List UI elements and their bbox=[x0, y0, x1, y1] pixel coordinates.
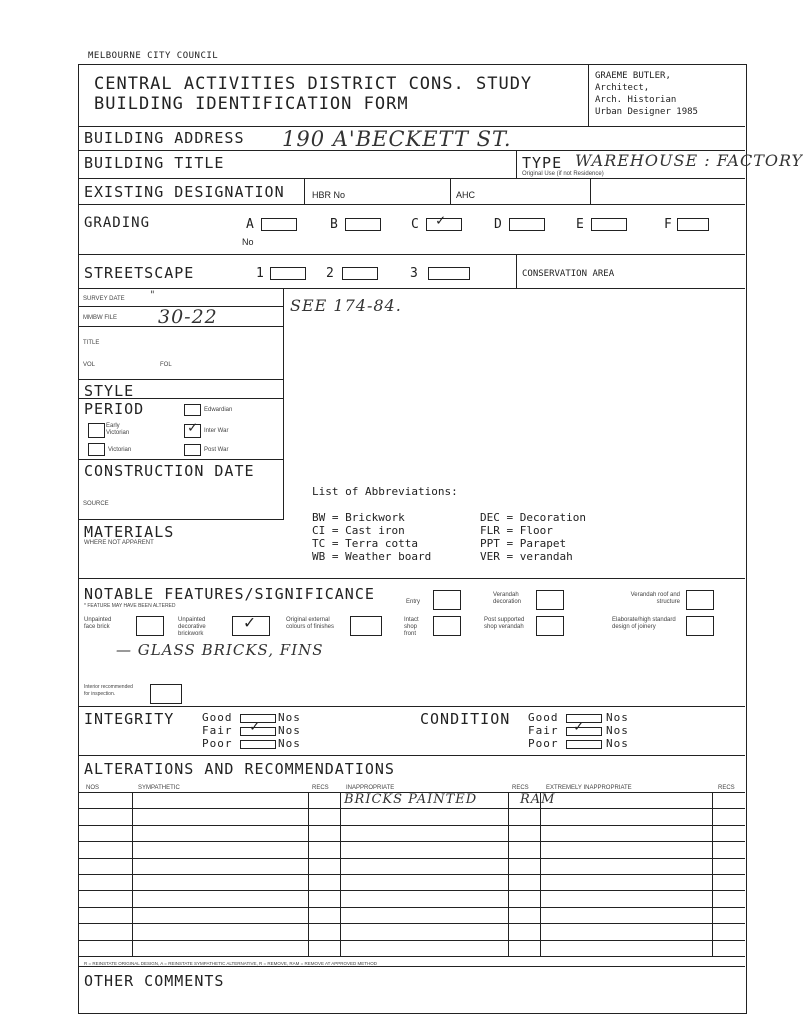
author-line-3: Arch. Historian bbox=[595, 95, 677, 105]
integrity-fair-label: Fair bbox=[202, 724, 233, 737]
streetscape-2-label: 2 bbox=[326, 266, 335, 281]
period-label: PERIOD bbox=[84, 400, 145, 418]
type-subtitle: Original Use (if not Residence) bbox=[522, 171, 604, 177]
streetscape-3-checkbox[interactable] bbox=[428, 267, 470, 280]
post-supported-verandah-checkbox[interactable] bbox=[536, 616, 564, 636]
grid-col-line bbox=[308, 792, 309, 956]
period-inter-war-label: Inter War bbox=[204, 428, 229, 434]
grading-d-label: D bbox=[494, 217, 503, 232]
col-header-nos: NOS bbox=[86, 785, 100, 791]
abbr-left-3: WB = Weather board bbox=[312, 550, 432, 563]
grading-c-label: C bbox=[411, 217, 420, 232]
title-label: TITLE bbox=[83, 340, 100, 346]
grading-no-label: No bbox=[242, 237, 254, 247]
period-early-victorian-label: Early Victorian bbox=[106, 423, 130, 436]
grid-row-line bbox=[78, 907, 745, 908]
condition-label: CONDITION bbox=[420, 710, 511, 728]
entry-checkbox[interactable] bbox=[433, 590, 461, 610]
period-post-war-label: Post War bbox=[204, 447, 229, 453]
materials-sublabel: WHERE NOT APPARENT bbox=[84, 540, 154, 546]
streetscape-label: STREETSCAPE bbox=[84, 264, 195, 282]
grading-e-checkbox[interactable] bbox=[591, 218, 627, 231]
original-colours-label: Original external colours of finishes bbox=[286, 617, 335, 630]
col-header-inappropriate: INAPPROPRIATE bbox=[346, 785, 395, 791]
elaborate-design-label: Elaborate/high standard design of joinery bbox=[612, 617, 676, 630]
period-victorian-label: Victorian bbox=[108, 447, 132, 453]
col-header-recs-1: RECS bbox=[312, 785, 329, 791]
grid-row-line bbox=[78, 792, 745, 793]
building-address-label: BUILDING ADDRESS bbox=[84, 129, 245, 147]
integrity-poor-nos: Nos bbox=[278, 737, 301, 750]
grid-row-line bbox=[78, 940, 745, 941]
grading-d-checkbox[interactable] bbox=[509, 218, 545, 231]
integrity-good-nos: Nos bbox=[278, 711, 301, 724]
entry-label: Entry bbox=[406, 599, 421, 605]
verandah-roof-checkbox[interactable] bbox=[686, 590, 714, 610]
grading-a-label: A bbox=[246, 217, 255, 232]
vol-label: VOL bbox=[83, 362, 96, 368]
form-title-line-2: BUILDING IDENTIFICATION FORM bbox=[94, 94, 409, 114]
type-value[interactable]: WAREHOUSE : FACTORY bbox=[575, 151, 803, 170]
grading-b-label: B bbox=[330, 217, 339, 232]
streetscape-3-label: 3 bbox=[410, 266, 419, 281]
unpainted-decorative-brickwork-checkmark: ✓ bbox=[244, 612, 255, 633]
fol-label: FOL bbox=[160, 362, 172, 368]
grid-row-line bbox=[78, 956, 745, 957]
grading-f-checkbox[interactable] bbox=[677, 218, 709, 231]
col-header-recs-2: RECS bbox=[512, 785, 529, 791]
unpainted-decorative-brickwork-label: Unpainted decorative brickwork bbox=[178, 617, 206, 637]
unpainted-face-brick-checkbox[interactable] bbox=[136, 616, 164, 636]
condition-fair-checkmark: ✓ bbox=[574, 717, 584, 735]
streetscape-1-label: 1 bbox=[256, 266, 265, 281]
col-header-sympathetic: SYMPATHETIC bbox=[138, 785, 180, 791]
abbreviations-title: List of Abbreviations: bbox=[312, 485, 458, 498]
construction-date-label: CONSTRUCTION DATE bbox=[84, 462, 255, 480]
abbr-left-1: CI = Cast iron bbox=[312, 524, 405, 537]
integrity-fair-nos: Nos bbox=[278, 724, 301, 737]
grading-c-checkmark: ✓ bbox=[436, 211, 446, 229]
period-early-victorian-checkbox[interactable] bbox=[88, 423, 105, 438]
mmbw-file-value[interactable]: 30-22 bbox=[158, 306, 218, 328]
period-edwardian-checkbox[interactable] bbox=[184, 404, 201, 416]
col-header-recs-3: RECS bbox=[718, 785, 735, 791]
interior-inspection-label: Interior recommended for inspection. bbox=[84, 684, 133, 697]
grid-row-line bbox=[78, 825, 745, 826]
source-label: SOURCE bbox=[83, 501, 109, 507]
condition-poor-nos: Nos bbox=[606, 737, 629, 750]
grid-col-line bbox=[132, 792, 133, 956]
integrity-label: INTEGRITY bbox=[84, 710, 175, 728]
intact-shop-front-label: Intact shop front bbox=[404, 617, 419, 637]
grid-row-line bbox=[78, 858, 745, 859]
author-line-2: Architect, bbox=[595, 83, 650, 93]
period-inter-war-checkmark: ✓ bbox=[188, 418, 198, 436]
hbr-label: HBR No bbox=[312, 190, 346, 200]
condition-fair-checkbox[interactable] bbox=[566, 727, 602, 736]
type-label: TYPE bbox=[522, 154, 563, 172]
grading-label: GRADING bbox=[84, 215, 151, 231]
survey-date-label: SURVEY DATE bbox=[83, 296, 125, 302]
verandah-roof-label: Verandah roof and structure bbox=[630, 592, 680, 605]
elaborate-design-checkbox[interactable] bbox=[686, 616, 714, 636]
other-comments-label: OTHER COMMENTS bbox=[84, 972, 225, 990]
condition-good-checkbox[interactable] bbox=[566, 714, 602, 723]
alteration-entry-inappropriate[interactable]: BRICKS PAINTED bbox=[344, 792, 478, 807]
author-line-1: GRAEME BUTLER, bbox=[595, 71, 671, 81]
integrity-good-label: Good bbox=[202, 711, 233, 724]
grid-row-line bbox=[78, 841, 745, 842]
alterations-footnote: R = REINSTATE ORIGINAL DESIGN, A = REINSTATE SYMPATHETIC ALTERNATIVE, R = REMOVE, RAM = REMOVE AT APPROVED METHOD bbox=[84, 961, 378, 966]
unpainted-face-brick-label: Unpainted face brick bbox=[84, 617, 112, 630]
ahc-label: AHC bbox=[456, 190, 476, 200]
grid-col-line bbox=[508, 792, 509, 956]
period-post-war-checkbox[interactable] bbox=[184, 444, 201, 456]
grid-row-line bbox=[78, 923, 745, 924]
abbr-right-2: PPT = Parapet bbox=[480, 537, 567, 550]
grading-e-label: E bbox=[576, 217, 585, 232]
existing-designation-label: EXISTING DESIGNATION bbox=[84, 183, 285, 201]
notable-features-title: NOTABLE FEATURES/SIGNIFICANCE bbox=[84, 585, 375, 603]
mmbw-file-label: MMBW FILE bbox=[83, 315, 117, 321]
col-header-extremely-inappropriate: EXTREMELY INAPPROPRIATE bbox=[546, 785, 632, 791]
grid-row-line bbox=[78, 808, 745, 809]
alteration-entry-rec[interactable]: RAM bbox=[520, 792, 556, 807]
grading-f-label: F bbox=[664, 217, 673, 232]
notable-features-subtitle: * FEATURE MAY HAVE BEEN ALTERED bbox=[84, 603, 176, 609]
post-supported-verandah-label: Post supported shop verandah bbox=[484, 617, 525, 630]
building-title-label: BUILDING TITLE bbox=[84, 154, 225, 172]
form-title-line-1: CENTRAL ACTIVITIES DISTRICT CONS. STUDY bbox=[94, 74, 533, 94]
notable-features-handwritten[interactable]: — GLASS BRICKS, FINS bbox=[116, 641, 324, 659]
period-edwardian-label: Edwardian bbox=[204, 407, 233, 413]
verandah-decoration-checkbox[interactable] bbox=[536, 590, 564, 610]
survey-date-mark: " bbox=[150, 290, 156, 301]
grid-col-line bbox=[712, 792, 713, 956]
streetscape-2-checkbox[interactable] bbox=[342, 267, 378, 280]
building-address-value[interactable]: 190 A'BECKETT ST. bbox=[282, 127, 512, 151]
council-name: MELBOURNE CITY COUNCIL bbox=[88, 51, 219, 61]
original-colours-checkbox[interactable] bbox=[350, 616, 382, 636]
condition-poor-checkbox[interactable] bbox=[566, 740, 602, 749]
author-line-4: Urban Designer 1985 bbox=[595, 107, 698, 117]
interior-inspection-checkbox[interactable] bbox=[150, 684, 182, 704]
condition-good-label: Good bbox=[528, 711, 559, 724]
integrity-poor-checkbox[interactable] bbox=[240, 740, 276, 749]
alterations-title: ALTERATIONS AND RECOMMENDATIONS bbox=[84, 760, 395, 778]
grid-row-line bbox=[78, 874, 745, 875]
conservation-area-label: CONSERVATION AREA bbox=[522, 269, 615, 279]
grid-col-line bbox=[340, 792, 341, 956]
abbr-right-3: VER = verandah bbox=[480, 550, 573, 563]
streetscape-1-checkbox[interactable] bbox=[270, 267, 306, 280]
abbr-left-0: BW = Brickwork bbox=[312, 511, 405, 524]
integrity-fair-checkmark: ✓ bbox=[250, 717, 260, 735]
see-note: SEE 174-84. bbox=[290, 296, 402, 315]
grading-b-checkbox[interactable] bbox=[345, 218, 381, 231]
intact-shop-front-checkbox[interactable] bbox=[433, 616, 461, 636]
integrity-poor-label: Poor bbox=[202, 737, 233, 750]
style-label: STYLE bbox=[84, 382, 135, 400]
grid-row-line bbox=[78, 890, 745, 891]
verandah-decoration-label: Verandah decoration bbox=[493, 592, 522, 605]
condition-poor-label: Poor bbox=[528, 737, 559, 750]
grading-a-checkbox[interactable] bbox=[261, 218, 297, 231]
abbr-right-1: FLR = Floor bbox=[480, 524, 553, 537]
abbr-right-0: DEC = Decoration bbox=[480, 511, 586, 524]
condition-fair-label: Fair bbox=[528, 724, 559, 737]
materials-label: MATERIALS bbox=[84, 523, 175, 541]
period-victorian-checkbox[interactable] bbox=[88, 443, 105, 456]
grid-col-line bbox=[540, 792, 541, 956]
abbr-left-2: TC = Terra cotta bbox=[312, 537, 418, 550]
condition-fair-nos: Nos bbox=[606, 724, 629, 737]
condition-good-nos: Nos bbox=[606, 711, 629, 724]
